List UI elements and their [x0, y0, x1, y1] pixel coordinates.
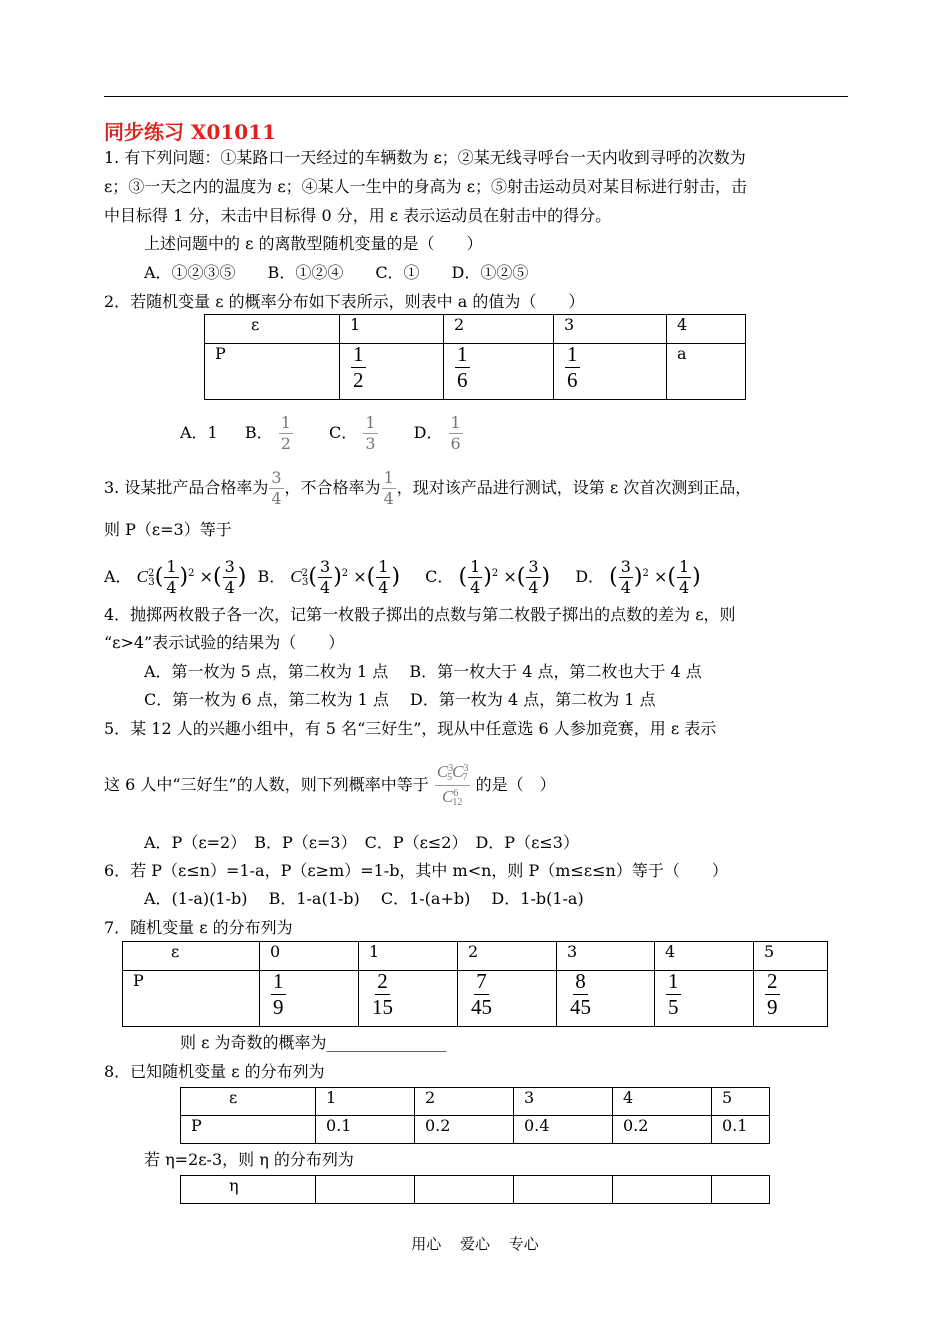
fraction: $\frac{1}{4}$ [383, 468, 394, 508]
q2-header-cell: 4 [667, 315, 746, 344]
q2-p-cell: a [667, 344, 746, 400]
fraction: $\frac{2}{15}$ [372, 969, 393, 1019]
fraction: $\frac{1}{6}$ [457, 342, 468, 392]
q8-table [180, 1087, 770, 1144]
q7-header-cell: 1 [359, 942, 458, 971]
q2-header-cell: 2 [444, 315, 554, 344]
q2-table [204, 314, 746, 400]
q8-header-cell: 2 [415, 1088, 514, 1116]
q7-stem: 7．随机变量 ε 的分布列为 [104, 918, 293, 937]
q4-line2: “ε>4”表示试验的结果为（ ） [104, 633, 345, 652]
q8-eta-table [180, 1175, 770, 1204]
q2-p-cell [444, 344, 554, 400]
q3-line2: 则 P（ε=3）等于 [104, 520, 232, 539]
q4-options-ab: A．第一枚为 5 点，第二枚为 1 点 B．第一枚大于 4 点，第二枚也大于 4 点 [144, 662, 702, 681]
fraction: $\frac{3}{4}$ [224, 557, 235, 597]
q2-p-cell [554, 344, 667, 400]
q4-line1: 4．抛掷两枚骰子各一次，记第一枚骰子掷出的点数与第二枚骰子掷出的点数的差为 ε，则 [104, 605, 736, 624]
q8-header-cell: 4 [613, 1088, 712, 1116]
q7-header-cell: 5 [754, 942, 828, 971]
q8-eta-cell [316, 1176, 415, 1204]
fraction: $\frac{1}{4}$ [166, 557, 177, 597]
q8-p-cell: 0.2 [613, 1116, 712, 1144]
q8-eta-cell [613, 1176, 712, 1204]
q3-line1: 3. 设某批产品合格率为 $\frac{3}{4}$ ，不合格率为 $\frac{1}{4}$ ，现对该产品进行测试，设第 ε 次首次测到正品， [104, 468, 752, 508]
q6-stem: 6．若 P（ε≤n）=1-a，P（ε≥m）=1-b，其中 m<n，则 P（m≤ε≤n）等于（ ） [104, 861, 728, 880]
q8-header-cell: 3 [514, 1088, 613, 1116]
q6-options: A．(1-a)(1-b) B．1-a(1-b) C．1-(a+b) D．1-b(1-a) [144, 889, 584, 908]
q8-eta-cell [712, 1176, 770, 1204]
q2-p-cell [340, 344, 444, 400]
q7-p-cell [655, 971, 754, 1027]
q8-eta-cell [415, 1176, 514, 1204]
fraction: $\frac{1}{6}$ [567, 342, 578, 392]
q3-options: A． $C^2_3$( $\frac{1}{4}$ )$^2$ ×( $\frac{3}{4}$ ) B． $C^2_3$( $\frac{3}{4}$ )$^2$ ×( $\frac{1}{4}$ ) C． ( $\frac{1}{4}$ )$^2$ ×( $\frac{3}{4}$ ) D． ( $\frac{3}{4}$ )$^2$ ×( $\frac{1}{4}$ ) [104, 557, 701, 597]
fraction: $\frac{3}{4}$ [320, 557, 331, 597]
q8-eta-cell [514, 1176, 613, 1204]
q4-options-cd: C．第一枚为 6 点，第二枚为 1 点 D．第一枚为 4 点，第二枚为 1 点 [144, 690, 656, 709]
q2-options: A．1 B． $\frac{1}{2}$ C． $\frac{1}{3}$ D． $\frac{1}{6}$ [180, 413, 461, 453]
q2-p-label: P [205, 344, 340, 400]
q5-line2: 这 6 人中“三好生”的人数，则下列概率中等于 $\frac{C^3_5C^3_7}{C^6_{12}}$ 的是（ ） [104, 762, 556, 808]
q8-p-cell: 0.1 [316, 1116, 415, 1144]
q7-p-cell [557, 971, 655, 1027]
fraction: $\frac{1}{4}$ [378, 557, 389, 597]
q8-after: 若 η=2ε-3，则 η 的分布列为 [144, 1150, 354, 1169]
q5-line1: 5．某 12 人的兴趣小组中，有 5 名“三好生”，现从中任意选 6 人参加竞赛，用 ε 表示 [104, 719, 717, 738]
q1-options: A．①②③⑤ B．①②④ C．① D．①②⑤ [144, 263, 529, 282]
q7-p-label: P [123, 971, 260, 1027]
fraction: $\frac{1}{5}$ [668, 969, 679, 1019]
fraction: $\frac{1}{3}$ [365, 413, 376, 453]
q8-header-cell: 1 [316, 1088, 415, 1116]
q8-header-cell: 5 [712, 1088, 770, 1116]
fraction: $\frac{1}{6}$ [450, 413, 461, 453]
q7-header-cell: 2 [458, 942, 557, 971]
q7-table [122, 941, 828, 1027]
fraction: $\frac{3}{4}$ [271, 468, 282, 508]
page-title: 同步练习 X01011 [104, 120, 277, 144]
q8-p-cell: 0.2 [415, 1116, 514, 1144]
fraction: $\frac{1}{4}$ [678, 557, 690, 597]
q7-header-cell: ε [123, 942, 260, 971]
q8-header-cell: ε [181, 1088, 316, 1116]
q1-line3: 中目标得 1 分，未击中目标得 0 分，用 ε 表示运动员在射击中的得分。 [104, 206, 612, 225]
fraction: $\frac{1}{4}$ [470, 557, 481, 597]
q8-stem: 8．已知随机变量 ε 的分布列为 [104, 1062, 325, 1081]
q7-p-cell [754, 971, 828, 1027]
q2-header-cell: ε [205, 315, 340, 344]
fraction: $\frac{8}{45}$ [570, 969, 591, 1019]
q7-p-cell [359, 971, 458, 1027]
q7-answer-line: 则 ε 为奇数的概率为_______________ [180, 1033, 447, 1052]
q5-options: A．P（ε=2） B．P（ε=3） C．P（ε≤2） D．P（ε≤3） [144, 833, 579, 852]
q8-eta-label: η [181, 1176, 316, 1204]
fraction: $\frac{7}{45}$ [471, 969, 492, 1019]
fraction: $\frac{1}{9}$ [273, 969, 284, 1019]
q8-p-label: P [181, 1116, 316, 1144]
q8-p-cell: 0.4 [514, 1116, 613, 1144]
q7-header-cell: 4 [655, 942, 754, 971]
q2-stem: 2．若随机变量 ε 的概率分布如下表所示，则表中 a 的值为（ ） [104, 292, 585, 311]
q2-header-cell: 3 [554, 315, 667, 344]
fraction: $\frac{C^3_5C^3_7}{C^6_{12}}$ [436, 762, 469, 808]
q7-p-cell [458, 971, 557, 1027]
fraction: $\frac{1}{2}$ [353, 342, 364, 392]
q1-line2: ε；③一天之内的温度为 ε；④某人一生中的身高为 ε；⑤射击运动员对某目标进行射击，击 [104, 177, 748, 196]
fraction: $\frac{1}{2}$ [280, 413, 291, 453]
q7-header-cell: 0 [260, 942, 359, 971]
fraction: $\frac{3}{4}$ [528, 557, 539, 597]
q8-p-cell: 0.1 [712, 1116, 770, 1144]
q1-line1: 1. 有下列问题：①某路口一天经过的车辆数为 ε；②某无线寻呼台一天内收到寻呼的次数为 [104, 148, 746, 167]
page-footer: 用心 爱心 专心 [411, 1235, 539, 1253]
q7-header-cell: 3 [557, 942, 655, 971]
q2-header-cell: 1 [340, 315, 444, 344]
q1-line4: 上述问题中的 ε 的离散型随机变量的是（ ） [144, 234, 483, 253]
fraction: $\frac{3}{4}$ [620, 557, 631, 597]
fraction: $\frac{2}{9}$ [767, 969, 778, 1019]
q7-p-cell [260, 971, 359, 1027]
header-rule [104, 96, 848, 97]
